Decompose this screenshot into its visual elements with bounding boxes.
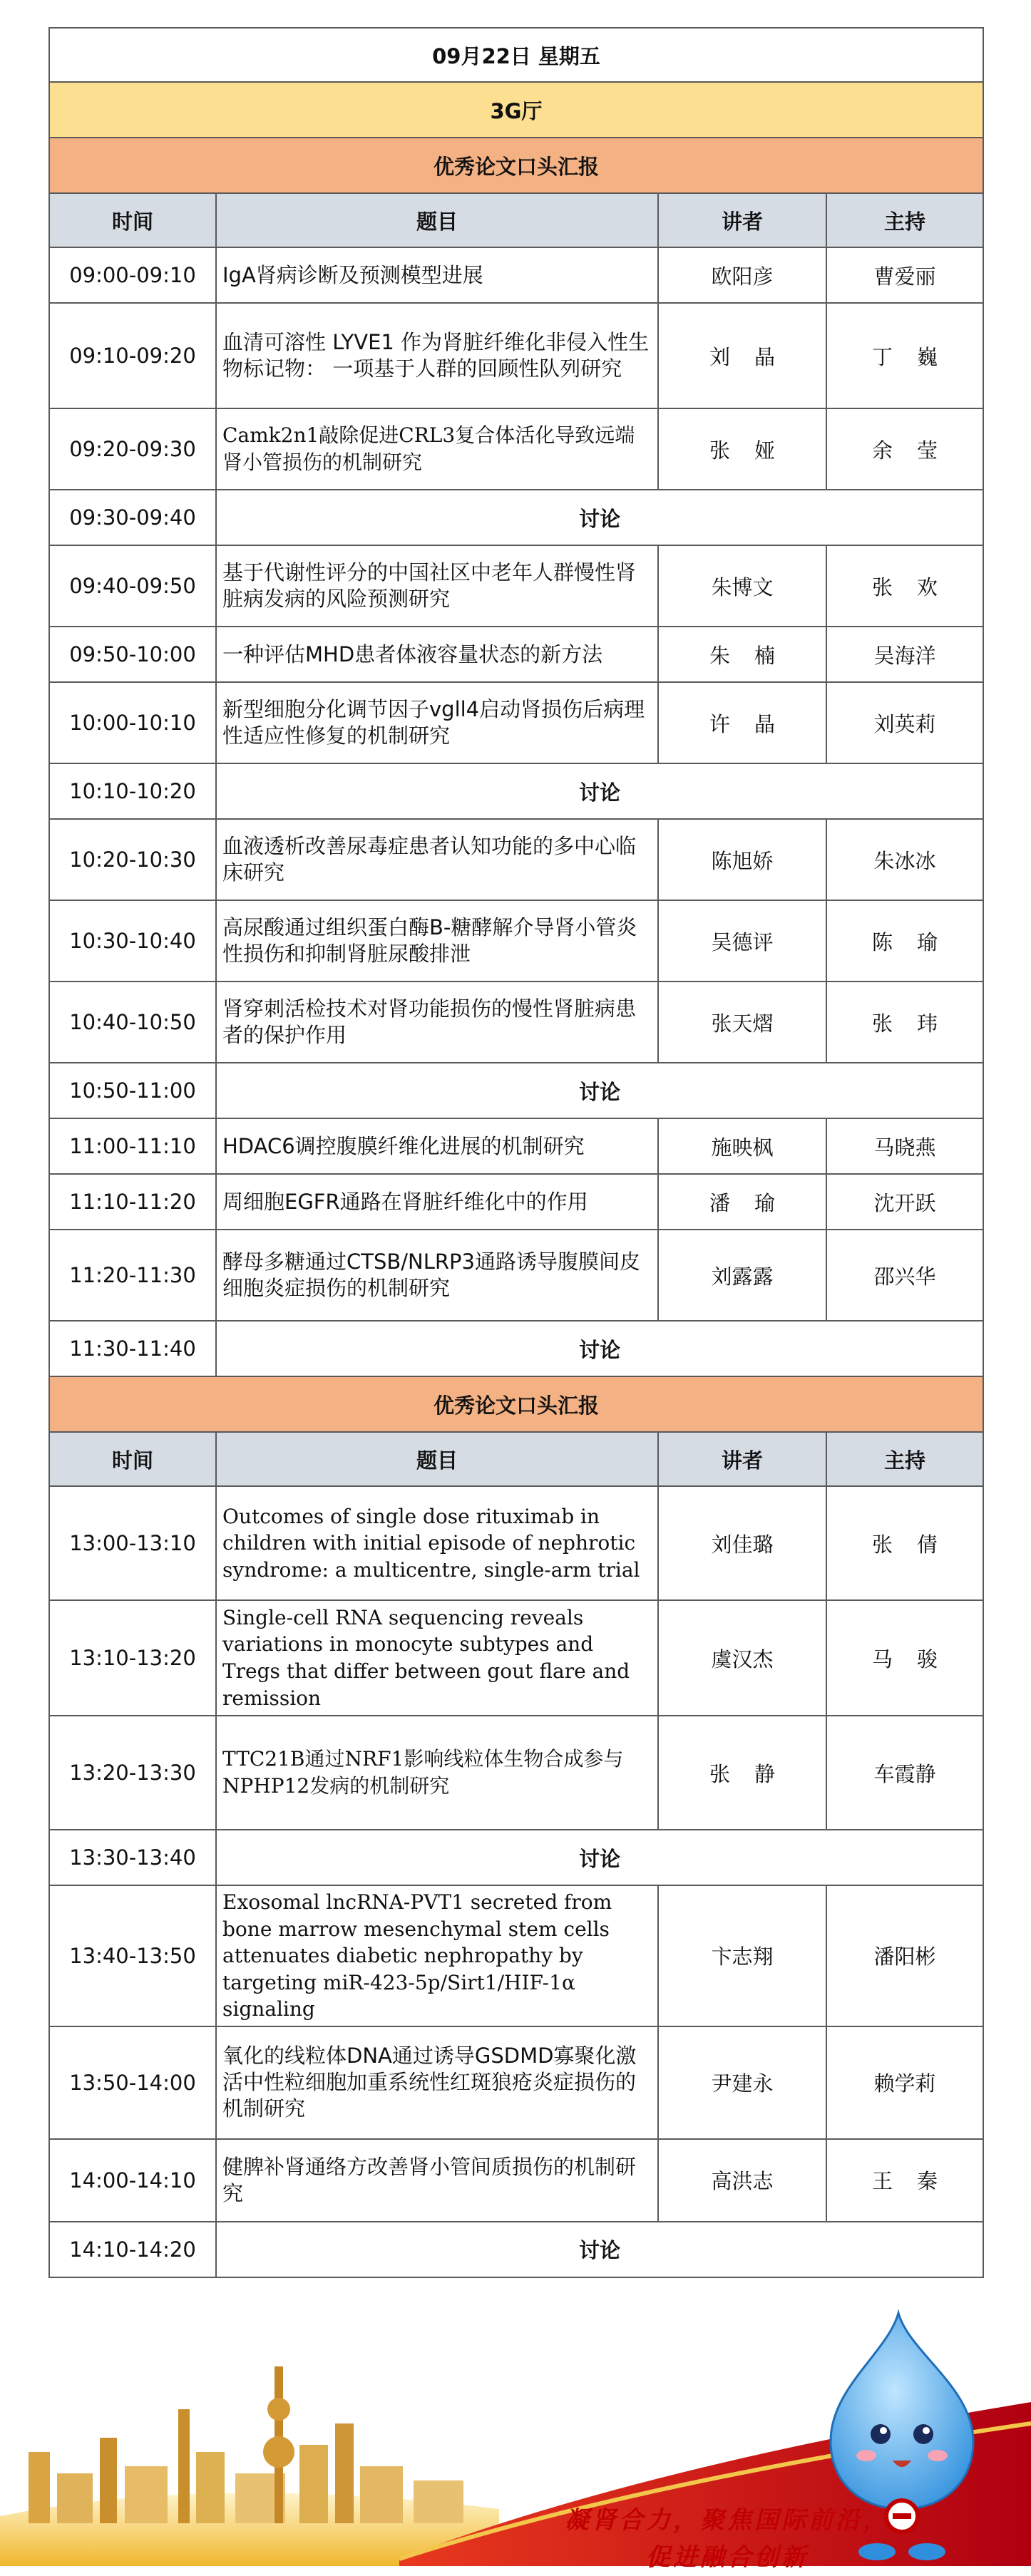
time-cell: 10:00-10:10 bbox=[49, 682, 216, 763]
table-row bbox=[49, 2139, 983, 2222]
discussion-row bbox=[49, 1830, 983, 1885]
speaker-cell: 虞汉杰 bbox=[658, 1600, 826, 1716]
discussion-cell: 讨论 bbox=[216, 1321, 983, 1376]
speaker-cell: 刘佳璐 bbox=[658, 1486, 826, 1600]
table-row bbox=[49, 545, 983, 627]
topic-cell: Outcomes of single dose rituximab in children with initial episode of nephrotic syndrome: a multicentre, single-arm trial bbox=[216, 1486, 658, 1600]
column-header-speaker: 讲者 bbox=[658, 1432, 826, 1486]
speaker-cell: 刘晶 bbox=[658, 303, 826, 408]
time-cell: 13:30-13:40 bbox=[49, 1830, 216, 1885]
topic-cell: HDAC6调控腹膜纤维化进展的机制研究 bbox=[216, 1118, 658, 1174]
time-cell: 09:00-09:10 bbox=[49, 247, 216, 303]
time-cell: 10:10-10:20 bbox=[49, 763, 216, 819]
speaker-cell: 张静 bbox=[658, 1716, 826, 1830]
time-cell: 10:30-10:40 bbox=[49, 900, 216, 982]
speaker-cell: 张天熠 bbox=[658, 982, 826, 1063]
column-header-row bbox=[49, 193, 983, 247]
slogan-line2: 促进融合创新 bbox=[646, 2543, 809, 2572]
topic-cell: Exosomal lncRNA-PVT1 secreted from bone marrow mesenchymal stem cells attenuates diabetic nephropathy by targeting miR-423-5p/Sirt1/HIF-1α signaling bbox=[216, 1885, 658, 2026]
topic-cell: Single-cell RNA sequencing reveals variations in monocyte subtypes and Tregs that differ between gout flare and remission bbox=[216, 1600, 658, 1716]
column-header-topic: 题目 bbox=[216, 193, 658, 247]
session-title: 优秀论文口头汇报 bbox=[49, 138, 983, 193]
discussion-cell: 讨论 bbox=[216, 490, 983, 545]
topic-cell: 氧化的线粒体DNA通过诱导GSDMD寡聚化激活中性粒细胞加重系统性红斑狼疮炎症损伤的机制研究 bbox=[216, 2026, 658, 2139]
session-title-row bbox=[49, 1376, 983, 1432]
topic-cell: 血清可溶性 LYVE1 作为肾脏纤维化非侵入性生物标记物： 一项基于人群的回顾性队列研究 bbox=[216, 303, 658, 408]
date-header: 09月22日 星期五 bbox=[49, 28, 983, 82]
time-cell: 13:00-13:10 bbox=[49, 1486, 216, 1600]
time-cell: 10:40-10:50 bbox=[49, 982, 216, 1063]
discussion-row bbox=[49, 1063, 983, 1118]
speaker-cell: 尹建永 bbox=[658, 2026, 826, 2139]
host-cell: 马骏 bbox=[826, 1600, 983, 1716]
speaker-cell: 朱楠 bbox=[658, 627, 826, 682]
column-header-host: 主持 bbox=[826, 193, 983, 247]
host-cell: 潘阳彬 bbox=[826, 1885, 983, 2026]
table-row bbox=[49, 408, 983, 490]
discussion-cell: 讨论 bbox=[216, 763, 983, 819]
table-row bbox=[49, 303, 983, 408]
topic-cell: 酵母多糖通过CTSB/NLRP3通路诱导腹膜间皮细胞炎症损伤的机制研究 bbox=[216, 1230, 658, 1321]
time-cell: 10:50-11:00 bbox=[49, 1063, 216, 1118]
speaker-cell: 刘露露 bbox=[658, 1230, 826, 1321]
topic-cell: 基于代谢性评分的中国社区中老年人群慢性肾脏病发病的风险预测研究 bbox=[216, 545, 658, 627]
speaker-cell: 朱博文 bbox=[658, 545, 826, 627]
speaker-cell: 高洪志 bbox=[658, 2139, 826, 2222]
discussion-cell: 讨论 bbox=[216, 1063, 983, 1118]
table-row bbox=[49, 982, 983, 1063]
table-row bbox=[49, 1716, 983, 1830]
host-cell: 王秦 bbox=[826, 2139, 983, 2222]
slogan-line1: 凝肾合力，聚焦国际前沿， bbox=[565, 2506, 890, 2535]
discussion-row bbox=[49, 1321, 983, 1376]
topic-cell: 周细胞EGFR通路在肾脏纤维化中的作用 bbox=[216, 1174, 658, 1230]
session-title-row bbox=[49, 138, 983, 193]
host-cell: 赖学莉 bbox=[826, 2026, 983, 2139]
column-header-host: 主持 bbox=[826, 1432, 983, 1486]
speaker-cell: 欧阳彦 bbox=[658, 247, 826, 303]
time-cell: 11:10-11:20 bbox=[49, 1174, 216, 1230]
host-cell: 马晓燕 bbox=[826, 1118, 983, 1174]
host-cell: 陈瑜 bbox=[826, 900, 983, 982]
topic-cell: 高尿酸通过组织蛋白酶B-糖酵解介导肾小管炎性损伤和抑制肾脏尿酸排泄 bbox=[216, 900, 658, 982]
host-cell: 曹爱丽 bbox=[826, 247, 983, 303]
hall-row bbox=[49, 82, 983, 138]
host-cell: 张倩 bbox=[826, 1486, 983, 1600]
topic-cell: 肾穿刺活检技术对肾功能损伤的慢性肾脏病患者的保护作用 bbox=[216, 982, 658, 1063]
table-row bbox=[49, 627, 983, 682]
table-row bbox=[49, 1118, 983, 1174]
time-cell: 11:00-11:10 bbox=[49, 1118, 216, 1174]
time-cell: 11:20-11:30 bbox=[49, 1230, 216, 1321]
time-cell: 09:30-09:40 bbox=[49, 490, 216, 545]
speaker-cell: 潘瑜 bbox=[658, 1174, 826, 1230]
session-title: 优秀论文口头汇报 bbox=[49, 1376, 983, 1432]
time-cell: 11:30-11:40 bbox=[49, 1321, 216, 1376]
topic-cell: TTC21B通过NRF1影响线粒体生物合成参与NPHP12发病的机制研究 bbox=[216, 1716, 658, 1830]
host-cell: 张玮 bbox=[826, 982, 983, 1063]
time-cell: 09:50-10:00 bbox=[49, 627, 216, 682]
discussion-cell: 讨论 bbox=[216, 2222, 983, 2277]
schedule-table bbox=[48, 27, 984, 2278]
column-header-time: 时间 bbox=[49, 193, 216, 247]
column-header-row bbox=[49, 1432, 983, 1486]
host-cell: 丁巍 bbox=[826, 303, 983, 408]
time-cell: 09:40-09:50 bbox=[49, 545, 216, 627]
discussion-cell: 讨论 bbox=[216, 1830, 983, 1885]
time-cell: 13:20-13:30 bbox=[49, 1716, 216, 1830]
time-cell: 14:00-14:10 bbox=[49, 2139, 216, 2222]
date-row bbox=[49, 28, 983, 82]
table-row bbox=[49, 1600, 983, 1716]
time-cell: 13:10-13:20 bbox=[49, 1600, 216, 1716]
host-cell: 车霞静 bbox=[826, 1716, 983, 1830]
discussion-row bbox=[49, 763, 983, 819]
table-row bbox=[49, 819, 983, 900]
table-row bbox=[49, 2026, 983, 2139]
table-row bbox=[49, 247, 983, 303]
time-cell: 09:10-09:20 bbox=[49, 303, 216, 408]
host-cell: 沈开跃 bbox=[826, 1174, 983, 1230]
host-cell: 刘英莉 bbox=[826, 682, 983, 763]
topic-cell: 健脾补肾通络方改善肾小管间质损伤的机制研究 bbox=[216, 2139, 658, 2222]
topic-cell: IgA肾病诊断及预测模型进展 bbox=[216, 247, 658, 303]
table-row bbox=[49, 1230, 983, 1321]
topic-cell: Camk2n1敲除促进CRL3复合体活化导致远端肾小管损伤的机制研究 bbox=[216, 408, 658, 490]
speaker-cell: 施映枫 bbox=[658, 1118, 826, 1174]
speaker-cell: 卞志翔 bbox=[658, 1885, 826, 2026]
speaker-cell: 吴德评 bbox=[658, 900, 826, 982]
table-row bbox=[49, 1486, 983, 1600]
column-header-time: 时间 bbox=[49, 1432, 216, 1486]
topic-cell: 一种评估MHD患者体液容量状态的新方法 bbox=[216, 627, 658, 682]
topic-cell: 新型细胞分化调节因子vgll4启动肾损伤后病理性适应性修复的机制研究 bbox=[216, 682, 658, 763]
host-cell: 张欢 bbox=[826, 545, 983, 627]
table-row bbox=[49, 1885, 983, 2026]
discussion-row bbox=[49, 490, 983, 545]
column-header-speaker: 讲者 bbox=[658, 193, 826, 247]
slogan bbox=[542, 2502, 913, 2576]
speaker-cell: 张娅 bbox=[658, 408, 826, 490]
speaker-cell: 许晶 bbox=[658, 682, 826, 763]
discussion-row bbox=[49, 2222, 983, 2277]
host-cell: 邵兴华 bbox=[826, 1230, 983, 1321]
time-cell: 13:50-14:00 bbox=[49, 2026, 216, 2139]
table-row bbox=[49, 682, 983, 763]
time-cell: 14:10-14:20 bbox=[49, 2222, 216, 2277]
host-cell: 吴海洋 bbox=[826, 627, 983, 682]
host-cell: 余莹 bbox=[826, 408, 983, 490]
host-cell: 朱冰冰 bbox=[826, 819, 983, 900]
column-header-topic: 题目 bbox=[216, 1432, 658, 1486]
time-cell: 09:20-09:30 bbox=[49, 408, 216, 490]
time-cell: 13:40-13:50 bbox=[49, 1885, 216, 2026]
topic-cell: 血液透析改善尿毒症患者认知功能的多中心临床研究 bbox=[216, 819, 658, 900]
time-cell: 10:20-10:30 bbox=[49, 819, 216, 900]
table-row bbox=[49, 900, 983, 982]
table-row bbox=[49, 1174, 983, 1230]
hall-header: 3G厅 bbox=[49, 82, 983, 138]
speaker-cell: 陈旭娇 bbox=[658, 819, 826, 900]
